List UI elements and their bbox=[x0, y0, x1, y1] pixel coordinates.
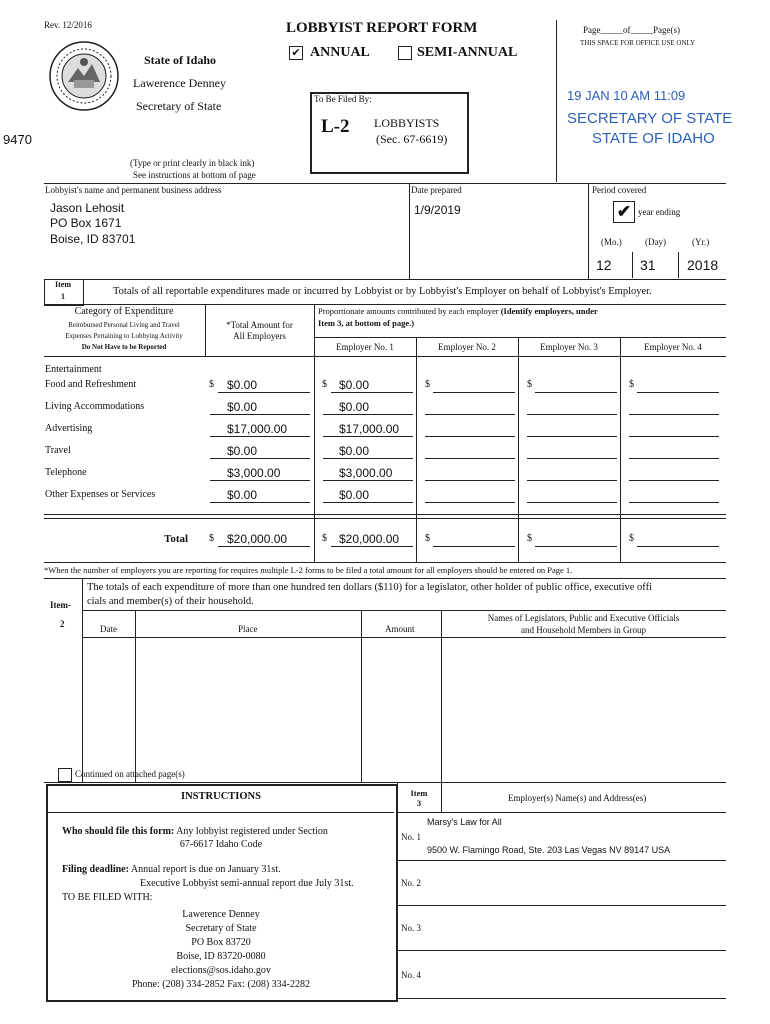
employer2-amount-advertising[interactable] bbox=[425, 436, 515, 437]
divider bbox=[44, 578, 726, 579]
filed-with-box: PO Box 83720 bbox=[191, 937, 251, 948]
proportionate-heading-2: Item 3, at bottom of page.) bbox=[318, 318, 415, 328]
who-should-file-2: 67-6617 Idaho Code bbox=[179, 839, 263, 850]
side-number: 9470 bbox=[3, 132, 32, 147]
divider bbox=[44, 356, 726, 357]
total-amount-telephone[interactable]: $3,000.00 bbox=[227, 466, 281, 480]
input-underline bbox=[210, 458, 310, 459]
received-stamp-date: 19 JAN 10 AM 11:09 bbox=[567, 88, 686, 103]
period-day[interactable]: 31 bbox=[640, 257, 656, 273]
multiple-forms-footnote: *When the number of employers you are reporting for requires multiple L-2 forms to be filed a total amount for all employers should be entered on Page 1. bbox=[44, 565, 573, 575]
continued-label: Continued on attached page(s) bbox=[75, 769, 185, 779]
employer4-amount-telephone[interactable] bbox=[629, 480, 719, 481]
employer-no2-label: No. 2 bbox=[401, 878, 421, 888]
divider bbox=[314, 337, 726, 338]
semi-annual-label: SEMI-ANNUAL bbox=[417, 45, 518, 60]
annual-checkbox[interactable] bbox=[289, 44, 303, 60]
total-amount-heading: *Total Amount for bbox=[226, 320, 293, 330]
address-label: Lobbyist's name and permanent business address bbox=[45, 185, 222, 195]
item2-label: Item- bbox=[50, 600, 71, 610]
divider bbox=[620, 356, 621, 562]
continued-checkbox[interactable] bbox=[58, 768, 72, 782]
form-code: L-2 bbox=[321, 116, 350, 137]
category-label: Living Accommodations bbox=[45, 401, 145, 412]
month-label: (Mo.) bbox=[601, 237, 622, 247]
form-title: LOBBYIST REPORT FORM bbox=[286, 20, 478, 36]
day-label: (Day) bbox=[645, 237, 666, 247]
item1-label: Item bbox=[55, 280, 71, 289]
employer4-amount-travel[interactable] bbox=[629, 458, 719, 459]
category-note-1: Reimbursed Personal Living and Travel bbox=[68, 321, 180, 329]
category-note-3: Do Not Have to be Reported bbox=[81, 343, 167, 351]
input-underline bbox=[210, 502, 310, 503]
employer-4-heading: Employer No. 4 bbox=[644, 342, 702, 352]
category-label: Telephone bbox=[45, 467, 87, 478]
names-column-heading: Names of Legislators, Public and Executive Officials bbox=[487, 613, 680, 623]
divider bbox=[409, 183, 410, 279]
category-label: Advertising bbox=[45, 423, 93, 434]
item1-heading: Totals of all reportable expenditures made or incurred by Lobbyist or by Lobbyist's Employer on behalf of Lobbyist's Employer. bbox=[113, 286, 652, 297]
divider bbox=[82, 637, 726, 638]
input-underline bbox=[323, 436, 413, 437]
input-underline bbox=[323, 502, 413, 503]
item3-heading: Employer(s) Name(s) and Address(es) bbox=[508, 793, 647, 803]
employer3-amount-food[interactable] bbox=[535, 392, 617, 393]
divider bbox=[632, 252, 633, 278]
input-underline bbox=[323, 414, 413, 415]
divider bbox=[314, 356, 315, 562]
period-month[interactable]: 12 bbox=[596, 257, 612, 273]
received-stamp-line2: STATE OF IDAHO bbox=[592, 130, 715, 147]
employer3-amount-other[interactable] bbox=[527, 502, 617, 503]
official-title: Secretary of State bbox=[136, 99, 222, 113]
names-column-heading-2: and Household Members in Group bbox=[521, 625, 646, 635]
input-underline bbox=[323, 480, 413, 481]
total-amount-heading-2: All Employers bbox=[233, 331, 286, 341]
filing-deadline: Filing deadline: Annual report is due on January 31st. bbox=[62, 864, 281, 875]
divider bbox=[44, 514, 726, 515]
divider bbox=[44, 279, 726, 280]
idaho-state-seal-icon bbox=[48, 40, 120, 112]
place-column-heading: Place bbox=[238, 624, 258, 634]
employer1-amount-other[interactable]: $0.00 bbox=[339, 488, 370, 502]
total-amount-travel[interactable]: $0.00 bbox=[227, 444, 258, 458]
filed-by-label: To Be Filed By: bbox=[314, 94, 372, 104]
filed-with-email[interactable]: elections@sos.idaho.gov bbox=[171, 965, 271, 976]
dollar-sign: $ bbox=[322, 533, 327, 544]
divider bbox=[205, 304, 206, 356]
dollar-sign: $ bbox=[527, 379, 532, 390]
employer1-amount-advertising[interactable]: $17,000.00 bbox=[339, 422, 400, 436]
dollar-sign: $ bbox=[527, 533, 532, 544]
divider bbox=[397, 998, 726, 999]
year-ending-checkbox[interactable]: ✔ bbox=[613, 201, 635, 223]
employer3-amount-advertising[interactable] bbox=[527, 436, 617, 437]
input-underline bbox=[218, 392, 310, 393]
divider bbox=[44, 562, 726, 563]
amount-column-heading: Amount bbox=[385, 624, 415, 634]
employer-no1-address[interactable]: 9500 W. Flamingo Road, Ste. 203 Las Vegas NV 89147 USA bbox=[427, 845, 671, 855]
divider bbox=[397, 905, 726, 906]
filed-with-title: Secretary of State bbox=[185, 923, 257, 934]
employer-2-heading: Employer No. 2 bbox=[438, 342, 496, 352]
item1-number: 1 bbox=[61, 292, 65, 301]
dollar-sign: $ bbox=[322, 379, 327, 390]
item3-label: Item bbox=[410, 788, 428, 798]
filed-with-city: Boise, ID 83720-0080 bbox=[176, 951, 266, 962]
total-employer-4[interactable] bbox=[637, 546, 719, 547]
dollar-sign: $ bbox=[425, 379, 430, 390]
employer4-amount-other[interactable] bbox=[629, 502, 719, 503]
category-label: Travel bbox=[45, 445, 71, 456]
employer4-amount-food[interactable] bbox=[637, 392, 719, 393]
employer1-amount-living[interactable]: $0.00 bbox=[339, 400, 370, 414]
employer4-amount-living[interactable] bbox=[629, 414, 719, 415]
employer3-amount-telephone[interactable] bbox=[527, 480, 617, 481]
office-use-label: THIS SPACE FOR OFFICE USE ONLY bbox=[580, 39, 696, 47]
total-amount-food[interactable]: $0.00 bbox=[227, 378, 258, 392]
input-underline bbox=[323, 458, 413, 459]
total-employer-1[interactable]: $20,000.00 bbox=[339, 532, 400, 546]
employer2-amount-food[interactable] bbox=[433, 392, 515, 393]
employer1-amount-telephone[interactable]: $3,000.00 bbox=[339, 466, 393, 480]
input-underline bbox=[218, 546, 310, 547]
divider bbox=[441, 782, 442, 812]
category-label: Other Expenses or Services bbox=[45, 489, 156, 500]
filing-deadline-2: Executive Lobbyist semi-annual report due July 31st. bbox=[140, 878, 354, 889]
date-prepared-label: Date prepared bbox=[411, 185, 462, 195]
total-amount-other[interactable]: $0.00 bbox=[227, 488, 258, 502]
received-stamp-line1: SECRETARY OF STATE bbox=[567, 110, 733, 127]
employer-no1-name[interactable]: Marsy's Law for All bbox=[427, 817, 502, 827]
instructions-title: INSTRUCTIONS bbox=[181, 791, 261, 802]
period-covered-label: Period covered bbox=[592, 185, 647, 195]
input-underline bbox=[210, 436, 310, 437]
divider bbox=[82, 578, 83, 610]
total-amount-living[interactable]: $0.00 bbox=[227, 400, 258, 414]
total-employer-2[interactable] bbox=[433, 546, 515, 547]
divider bbox=[82, 610, 726, 611]
instructions-note: See instructions at bottom of page bbox=[133, 170, 256, 180]
employer4-amount-advertising[interactable] bbox=[629, 436, 719, 437]
divider bbox=[44, 183, 726, 184]
date-column-heading: Date bbox=[100, 624, 117, 634]
divider bbox=[82, 610, 83, 782]
employer2-amount-travel[interactable] bbox=[425, 458, 515, 459]
item2-text-line1: The totals of each expenditure of more than one hundred ten dollars ($110) for a legislator, other holder of public office, executive offi bbox=[87, 582, 653, 593]
employer2-amount-telephone[interactable] bbox=[425, 480, 515, 481]
divider bbox=[48, 812, 394, 813]
divider bbox=[397, 782, 398, 998]
lobbyists-label: LOBBYISTS bbox=[374, 116, 440, 130]
divider bbox=[518, 356, 519, 562]
input-underline bbox=[210, 414, 310, 415]
divider bbox=[135, 610, 136, 782]
input-underline bbox=[331, 546, 413, 547]
filed-with-name: Lawerence Denney bbox=[182, 909, 260, 920]
item2-text-line2: cials and member(s) of their household. bbox=[87, 596, 254, 607]
lobbyist-address-line3[interactable]: Boise, ID 83701 bbox=[50, 232, 136, 246]
divider bbox=[588, 183, 589, 279]
filed-with-label: TO BE FILED WITH: bbox=[62, 892, 153, 903]
divider bbox=[44, 782, 726, 783]
annual-label: ANNUAL bbox=[310, 45, 370, 60]
employer2-amount-living[interactable] bbox=[425, 414, 515, 415]
category-note-2: Expenses Pertaining to Lobbying Activity bbox=[65, 332, 183, 340]
employer1-amount-food[interactable]: $0.00 bbox=[339, 378, 370, 392]
state-label: State of Idaho bbox=[144, 53, 217, 67]
year-label: (Yr.) bbox=[692, 237, 710, 247]
lobbyist-name[interactable]: Jason Lehosit bbox=[50, 201, 125, 215]
dollar-sign: $ bbox=[209, 379, 214, 390]
category-label: Food and Refreshment bbox=[45, 379, 137, 390]
total-all-employers[interactable]: $20,000.00 bbox=[227, 532, 288, 546]
item3-number: 3 bbox=[416, 798, 422, 808]
employer3-amount-living[interactable] bbox=[527, 414, 617, 415]
divider bbox=[44, 518, 726, 519]
employer1-amount-travel[interactable]: $0.00 bbox=[339, 444, 370, 458]
divider bbox=[397, 860, 726, 861]
divider bbox=[416, 356, 417, 562]
employer-1-heading: Employer No. 1 bbox=[336, 342, 394, 352]
divider bbox=[361, 610, 362, 782]
employer-no3-label: No. 3 bbox=[401, 923, 421, 933]
office-use-divider bbox=[556, 20, 557, 182]
employer2-amount-other[interactable] bbox=[425, 502, 515, 503]
input-underline bbox=[331, 392, 413, 393]
dollar-sign: $ bbox=[629, 379, 634, 390]
divider bbox=[678, 252, 679, 278]
date-prepared-value[interactable]: 1/9/2019 bbox=[414, 203, 461, 217]
dollar-sign: $ bbox=[629, 533, 634, 544]
category-heading: Category of Expenditure bbox=[74, 306, 174, 317]
item2-number: 2 bbox=[60, 619, 65, 629]
annual-check-mark: ✔ bbox=[289, 46, 303, 60]
year-ending-label: year ending bbox=[638, 207, 681, 217]
type-note: (Type or print clearly in black ink) bbox=[130, 158, 255, 168]
dollar-sign: $ bbox=[425, 533, 430, 544]
filed-with-phone: Phone: (208) 334-2852 Fax: (208) 334-2282 bbox=[131, 979, 311, 990]
official-name: Lawerence Denney bbox=[133, 76, 226, 90]
divider bbox=[397, 950, 726, 951]
dollar-sign: $ bbox=[209, 533, 214, 544]
category-entertainment-label: Entertainment bbox=[45, 364, 102, 375]
semi-annual-checkbox[interactable] bbox=[398, 46, 412, 60]
total-employer-3[interactable] bbox=[535, 546, 617, 547]
total-label: Total bbox=[164, 533, 189, 545]
divider bbox=[44, 304, 726, 305]
period-year[interactable]: 2018 bbox=[687, 257, 719, 273]
input-underline bbox=[210, 480, 310, 481]
employer3-amount-travel[interactable] bbox=[527, 458, 617, 459]
section-label: (Sec. 67-6619) bbox=[376, 132, 448, 146]
divider bbox=[397, 812, 726, 813]
divider bbox=[441, 610, 442, 782]
lobbyist-address-line2[interactable]: PO Box 1671 bbox=[50, 216, 122, 230]
employer-no1-label: No. 1 bbox=[401, 832, 421, 842]
page-of-pages[interactable]: Page_____of_____Page(s) bbox=[583, 25, 680, 35]
revision-label: Rev. 12/2016 bbox=[44, 20, 92, 30]
proportionate-heading: Proportionate amounts contributed by each employer (Identify employers, under bbox=[318, 306, 598, 316]
employer-3-heading: Employer No. 3 bbox=[540, 342, 598, 352]
employer-no4-label: No. 4 bbox=[401, 970, 421, 980]
total-amount-advertising[interactable]: $17,000.00 bbox=[227, 422, 288, 436]
who-should-file: Who should file this form: Any lobbyist registered under Section bbox=[62, 826, 328, 837]
